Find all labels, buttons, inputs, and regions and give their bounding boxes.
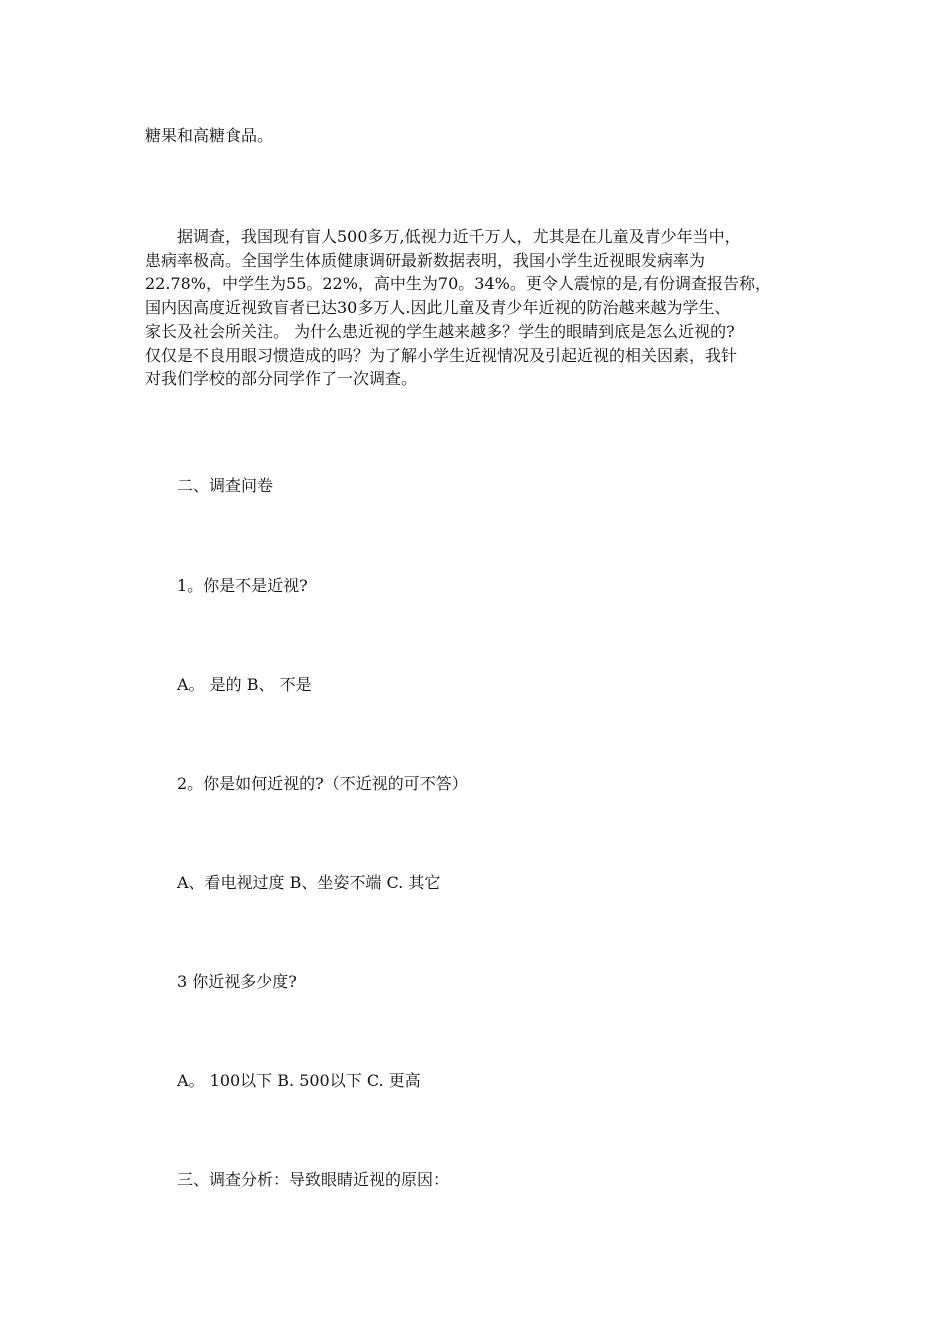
- paragraph-line: 国内因高度近视致盲者已达30多万人.因此儿童及青少年近视的防治越来越为学生、: [145, 298, 731, 318]
- question-3: 3 你近视多少度?: [177, 972, 297, 991]
- paragraph-line: 22.78%，中学生为55。22%，高中生为70。34%。更令人震惊的是,有份调查报告称，: [145, 274, 771, 294]
- section3-heading: 三、调查分析：导致眼睛近视的原因：: [177, 1170, 450, 1189]
- question-2: 2。你是如何近视的?（不近视的可不答）: [177, 774, 468, 793]
- paragraph-line: 患病率极高。全国学生体质健康调研最新数据表明，我国小学生近视眼发病率为: [145, 250, 706, 270]
- intro-tail-text: 糖果和高糖食品。: [145, 126, 274, 145]
- question-2-options: A、看电视过度 B、坐姿不端 C. 其它: [177, 873, 441, 892]
- paragraph-line: 据调查，我国现有盲人500多万,低视力近千万人，尤其是在儿童及青少年当中，: [177, 227, 741, 246]
- paragraph-line: 对我们学校的部分同学作了一次调查。: [145, 369, 418, 389]
- section2-heading: 二、调查问卷: [177, 476, 274, 495]
- paragraph-line: 家长及社会所关注。 为什么患近视的学生越来越多？学生的眼睛到底是怎么近视的?: [145, 321, 735, 341]
- paragraph-line: 仅仅是不良用眼习惯造成的吗？为了解小学生近视情况及引起近视的相关因素，我针: [145, 345, 738, 365]
- question-3-options: A。 100以下 B. 500以下 C. 更高: [177, 1071, 421, 1090]
- question-1: 1。你是不是近视?: [177, 576, 308, 595]
- background-paragraph: [145, 225, 805, 391]
- question-1-options: A。 是的 B、 不是: [177, 675, 312, 694]
